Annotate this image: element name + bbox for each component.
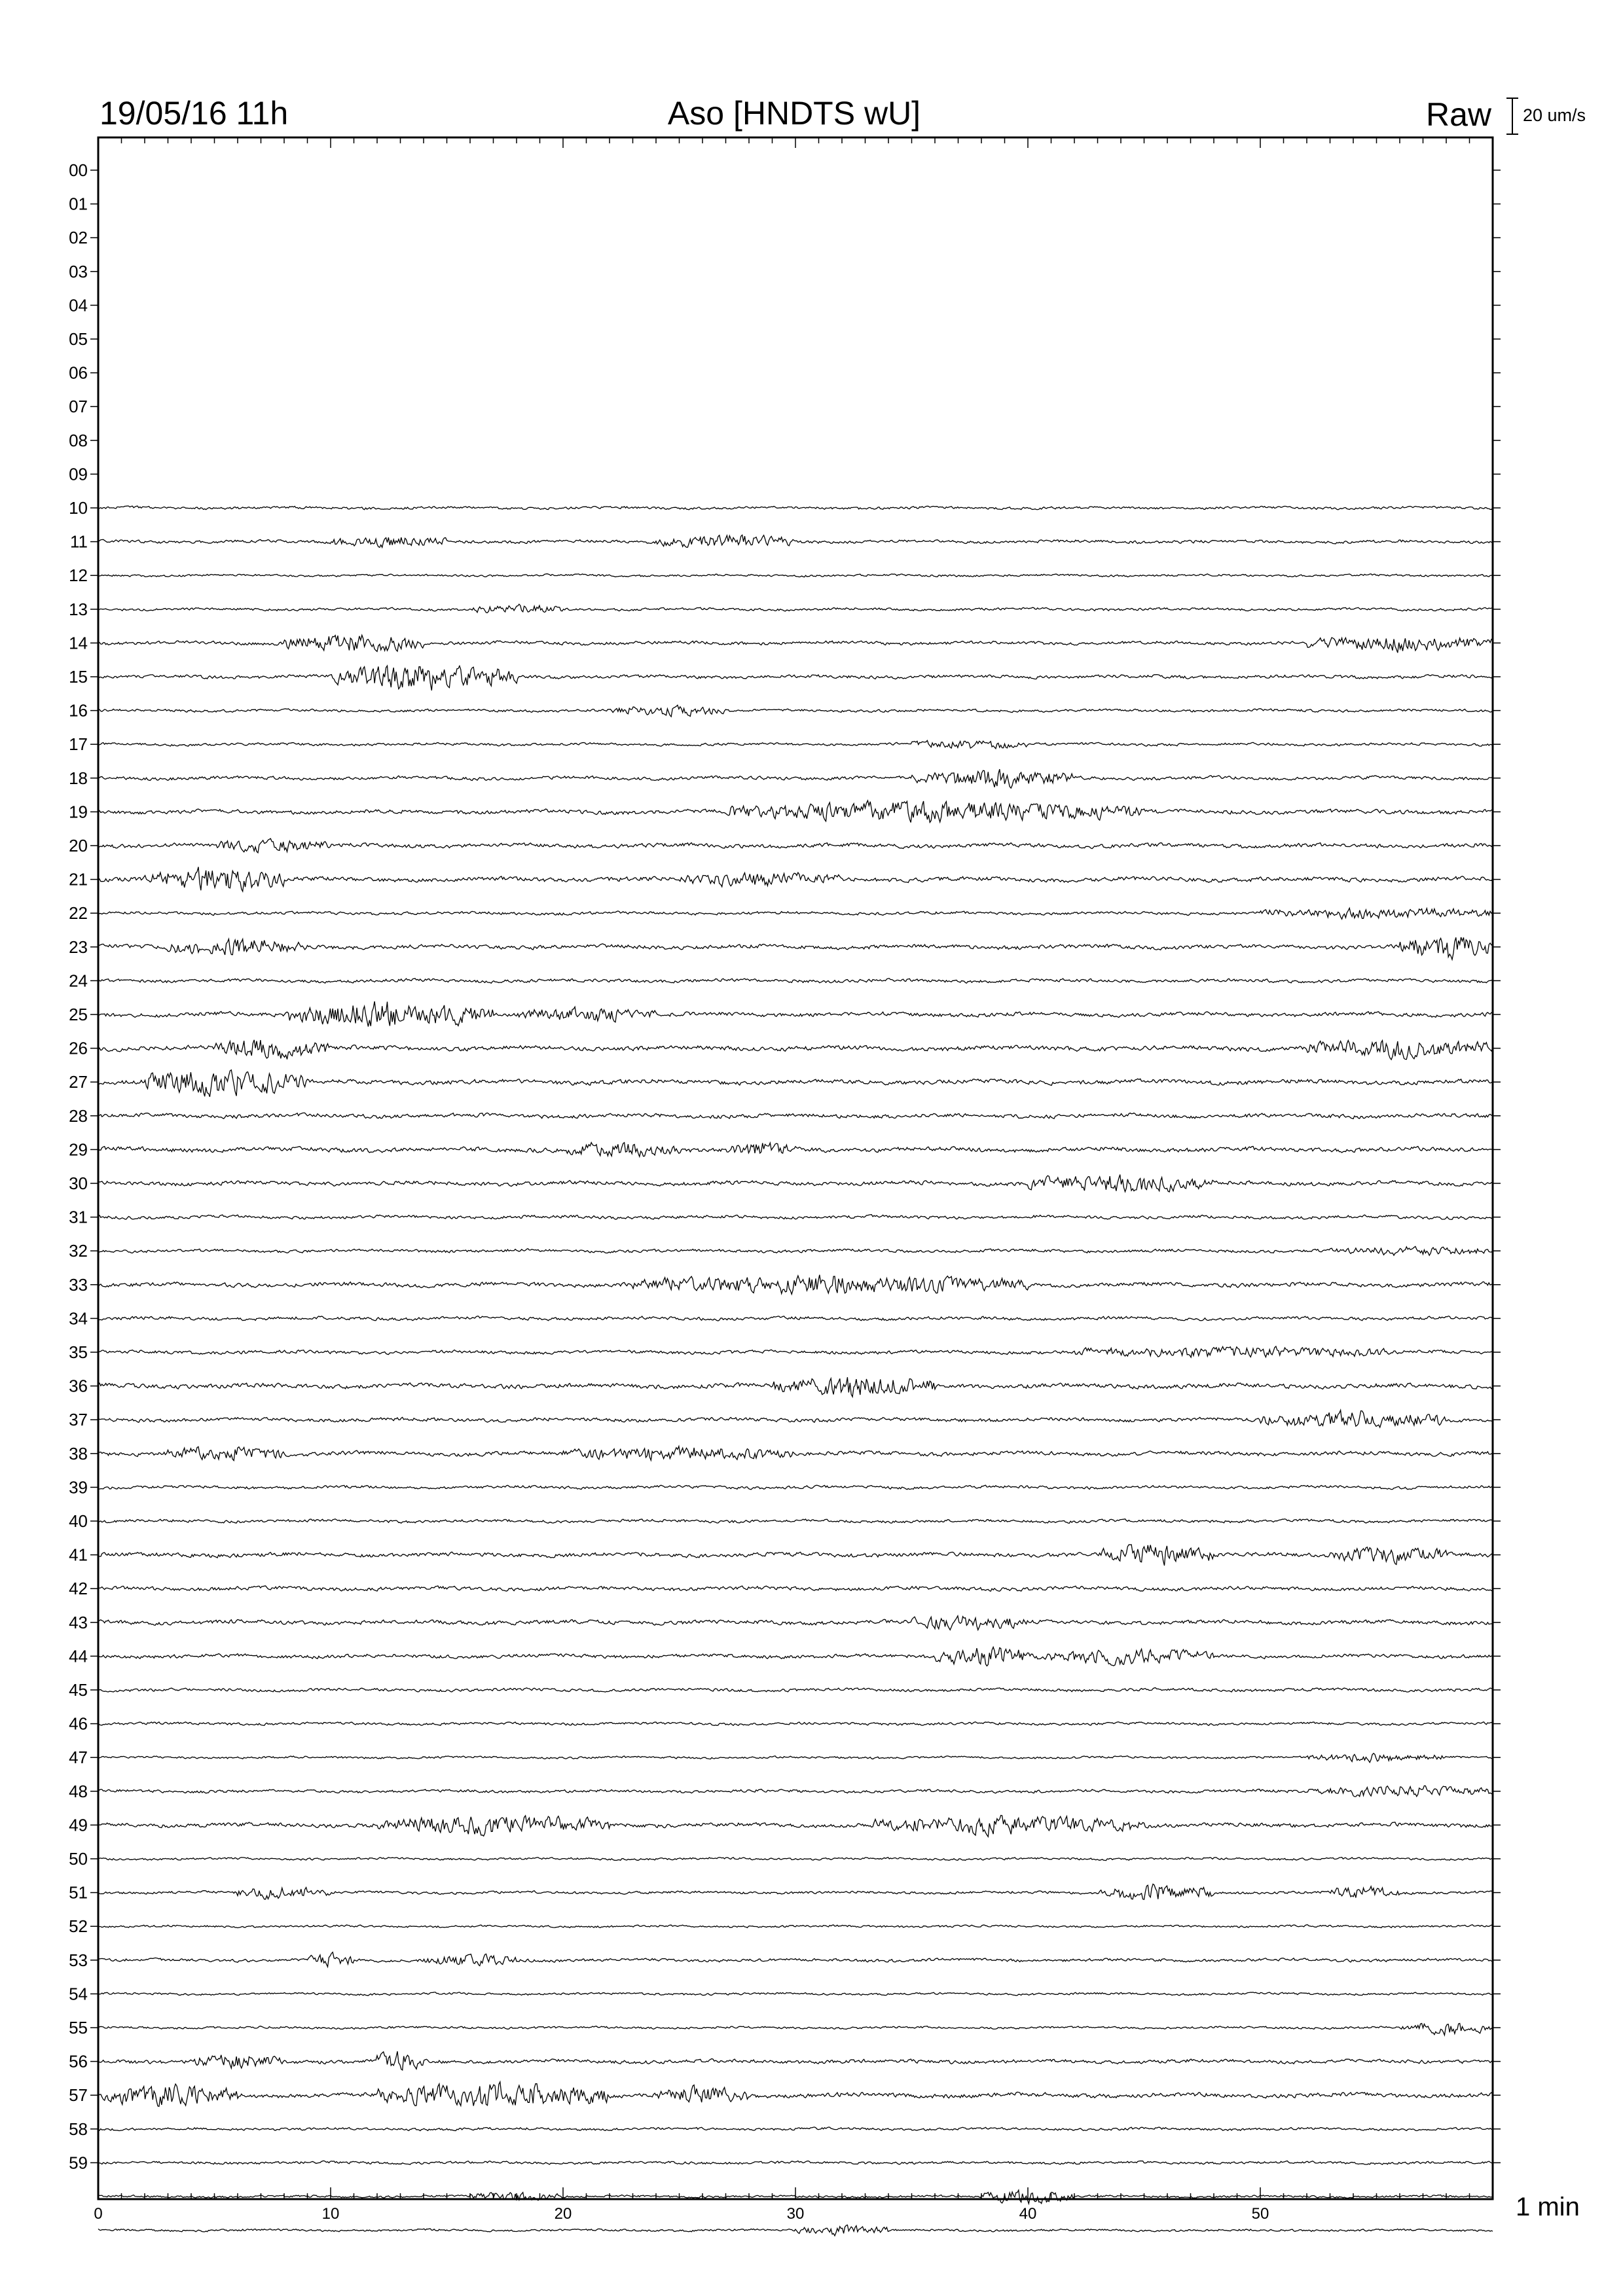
trace-row-17 xyxy=(98,740,1493,748)
trace-row-30 xyxy=(98,1175,1493,1192)
row-label: 20 xyxy=(69,836,88,855)
row-label: 42 xyxy=(69,1579,88,1599)
row-label: 56 xyxy=(69,2051,88,2072)
trace-row-27 xyxy=(98,1070,1493,1097)
row-label: 52 xyxy=(69,1916,88,1937)
trace-row-39 xyxy=(98,1485,1493,1490)
x-tick-label: 0 xyxy=(94,2205,103,2223)
trace-row-12 xyxy=(98,574,1493,577)
mode-label: Raw xyxy=(1425,96,1491,133)
row-label: 15 xyxy=(69,667,88,687)
row-label: 18 xyxy=(69,768,88,788)
row-label: 22 xyxy=(69,903,88,924)
row-label: 25 xyxy=(69,1005,88,1024)
trace-row-44 xyxy=(98,1647,1493,1666)
seismic-traces xyxy=(98,506,1493,2236)
trace-row-37 xyxy=(98,1410,1493,1427)
row-label: 47 xyxy=(69,1748,88,1768)
row-label: 35 xyxy=(69,1342,88,1362)
row-label: 12 xyxy=(69,565,88,586)
row-label: 32 xyxy=(69,1241,88,1261)
row-label: 09 xyxy=(69,464,88,484)
trace-row-13 xyxy=(98,604,1493,613)
trace-row-35 xyxy=(98,1346,1493,1357)
row-label: 03 xyxy=(69,261,88,281)
time-unit-label: 1 min xyxy=(1516,2193,1580,2221)
row-label: 17 xyxy=(69,734,88,755)
row-label: 30 xyxy=(69,1174,88,1193)
trace-row-55 xyxy=(98,2024,1493,2036)
trace-row-43 xyxy=(98,1616,1493,1630)
row-label: 06 xyxy=(69,363,88,383)
bottom-axis xyxy=(94,2187,1493,2223)
trace-row-47 xyxy=(98,1753,1493,1763)
trace-row-38 xyxy=(98,1446,1493,1461)
row-label: 23 xyxy=(69,937,88,957)
row-label: 36 xyxy=(69,1376,88,1396)
x-tick-label: 40 xyxy=(1019,2205,1037,2223)
row-label: 16 xyxy=(69,700,88,721)
trace-row-22 xyxy=(98,908,1493,919)
trace-row-48 xyxy=(98,1785,1493,1797)
row-label: 38 xyxy=(69,1443,88,1463)
trace-row-33 xyxy=(98,1275,1493,1295)
trace-row-23 xyxy=(98,937,1493,960)
trace-row-49 xyxy=(98,1816,1493,1837)
row-label: 54 xyxy=(69,1984,88,2004)
trace-row-11 xyxy=(98,535,1493,547)
trace-row-16 xyxy=(98,705,1493,717)
trace-row-25 xyxy=(98,1001,1493,1027)
row-label: 08 xyxy=(69,430,88,450)
row-label: 05 xyxy=(69,329,88,349)
trace-row-51 xyxy=(98,1884,1493,1900)
row-label: 55 xyxy=(69,2018,88,2037)
row-label: 48 xyxy=(69,1781,88,1801)
trace-row-57 xyxy=(98,2082,1493,2107)
trace-row-42 xyxy=(98,1586,1493,1591)
row-label: 24 xyxy=(69,971,88,991)
trace-row-58 xyxy=(98,2127,1493,2131)
trace-row-29 xyxy=(98,1143,1493,1157)
row-label: 53 xyxy=(69,1950,88,1970)
row-label: 46 xyxy=(69,1713,88,1734)
row-label: 50 xyxy=(69,1849,88,1869)
row-label: 37 xyxy=(69,1410,88,1430)
row-label: 11 xyxy=(70,531,88,552)
row-label: 31 xyxy=(69,1207,88,1227)
row-axis xyxy=(69,160,1501,2172)
trace-row-36 xyxy=(98,1377,1493,1397)
trace-row-34 xyxy=(98,1316,1493,1321)
row-label: 29 xyxy=(69,1139,88,1160)
trace-row-45 xyxy=(98,1688,1493,1693)
row-label: 44 xyxy=(69,1646,88,1666)
row-label: 49 xyxy=(69,1815,88,1835)
scale-label: 20 um/s xyxy=(1523,105,1586,125)
trace-row-50 xyxy=(98,1857,1493,1861)
row-label: 26 xyxy=(69,1038,88,1058)
trace-row-19 xyxy=(98,800,1493,823)
trace-row-56 xyxy=(98,2051,1493,2070)
trace-row-46 xyxy=(98,1722,1493,1726)
row-label: 21 xyxy=(69,869,88,889)
x-tick-label: 20 xyxy=(554,2205,572,2223)
trace-row-40 xyxy=(98,1519,1493,1524)
row-label: 59 xyxy=(69,2153,88,2173)
x-tick-label: 10 xyxy=(321,2205,340,2223)
trace-row-31 xyxy=(98,1215,1493,1220)
amplitude-scale-bar xyxy=(1506,98,1518,134)
row-label: 41 xyxy=(69,1545,88,1565)
trace-row-21 xyxy=(98,867,1493,891)
trace-row-61 xyxy=(98,2225,1493,2236)
top-minor-ticks xyxy=(98,137,1493,148)
row-label: 45 xyxy=(69,1680,88,1700)
row-label: 14 xyxy=(69,633,88,653)
trace-row-28 xyxy=(98,1113,1493,1119)
trace-row-15 xyxy=(98,666,1493,691)
trace-row-20 xyxy=(98,838,1493,853)
x-tick-label: 50 xyxy=(1251,2205,1269,2223)
row-label: 28 xyxy=(69,1105,88,1126)
trace-row-53 xyxy=(98,1952,1493,1967)
trace-row-52 xyxy=(98,1925,1493,1928)
row-label: 33 xyxy=(69,1274,88,1295)
row-label: 39 xyxy=(69,1477,88,1498)
row-label: 10 xyxy=(69,498,88,518)
trace-row-41 xyxy=(98,1545,1493,1566)
row-label: 00 xyxy=(69,160,88,180)
trace-row-18 xyxy=(98,769,1493,788)
trace-row-24 xyxy=(98,978,1493,983)
x-tick-label: 30 xyxy=(786,2205,805,2223)
row-label: 34 xyxy=(69,1308,88,1329)
datetime-label: 19/05/16 11h xyxy=(100,95,289,132)
row-label: 51 xyxy=(69,1882,88,1903)
row-label: 02 xyxy=(69,228,88,248)
row-label: 27 xyxy=(69,1072,88,1092)
row-label: 01 xyxy=(69,194,88,214)
row-label: 57 xyxy=(69,2085,88,2106)
trace-row-26 xyxy=(98,1040,1493,1060)
trace-row-10 xyxy=(98,506,1493,510)
trace-row-14 xyxy=(98,635,1493,653)
station-title: Aso [HNDTS wU] xyxy=(667,95,921,132)
row-label: 19 xyxy=(69,802,88,822)
row-label: 07 xyxy=(69,397,88,417)
trace-row-59 xyxy=(98,2161,1493,2164)
trace-row-32 xyxy=(98,1246,1493,1255)
row-label: 58 xyxy=(69,2119,88,2139)
plot-frame xyxy=(98,137,1493,2199)
row-label: 43 xyxy=(69,1612,88,1632)
row-label: 40 xyxy=(69,1511,88,1531)
row-label: 13 xyxy=(69,599,88,619)
row-label: 04 xyxy=(69,295,88,315)
trace-row-54 xyxy=(98,1992,1493,1996)
